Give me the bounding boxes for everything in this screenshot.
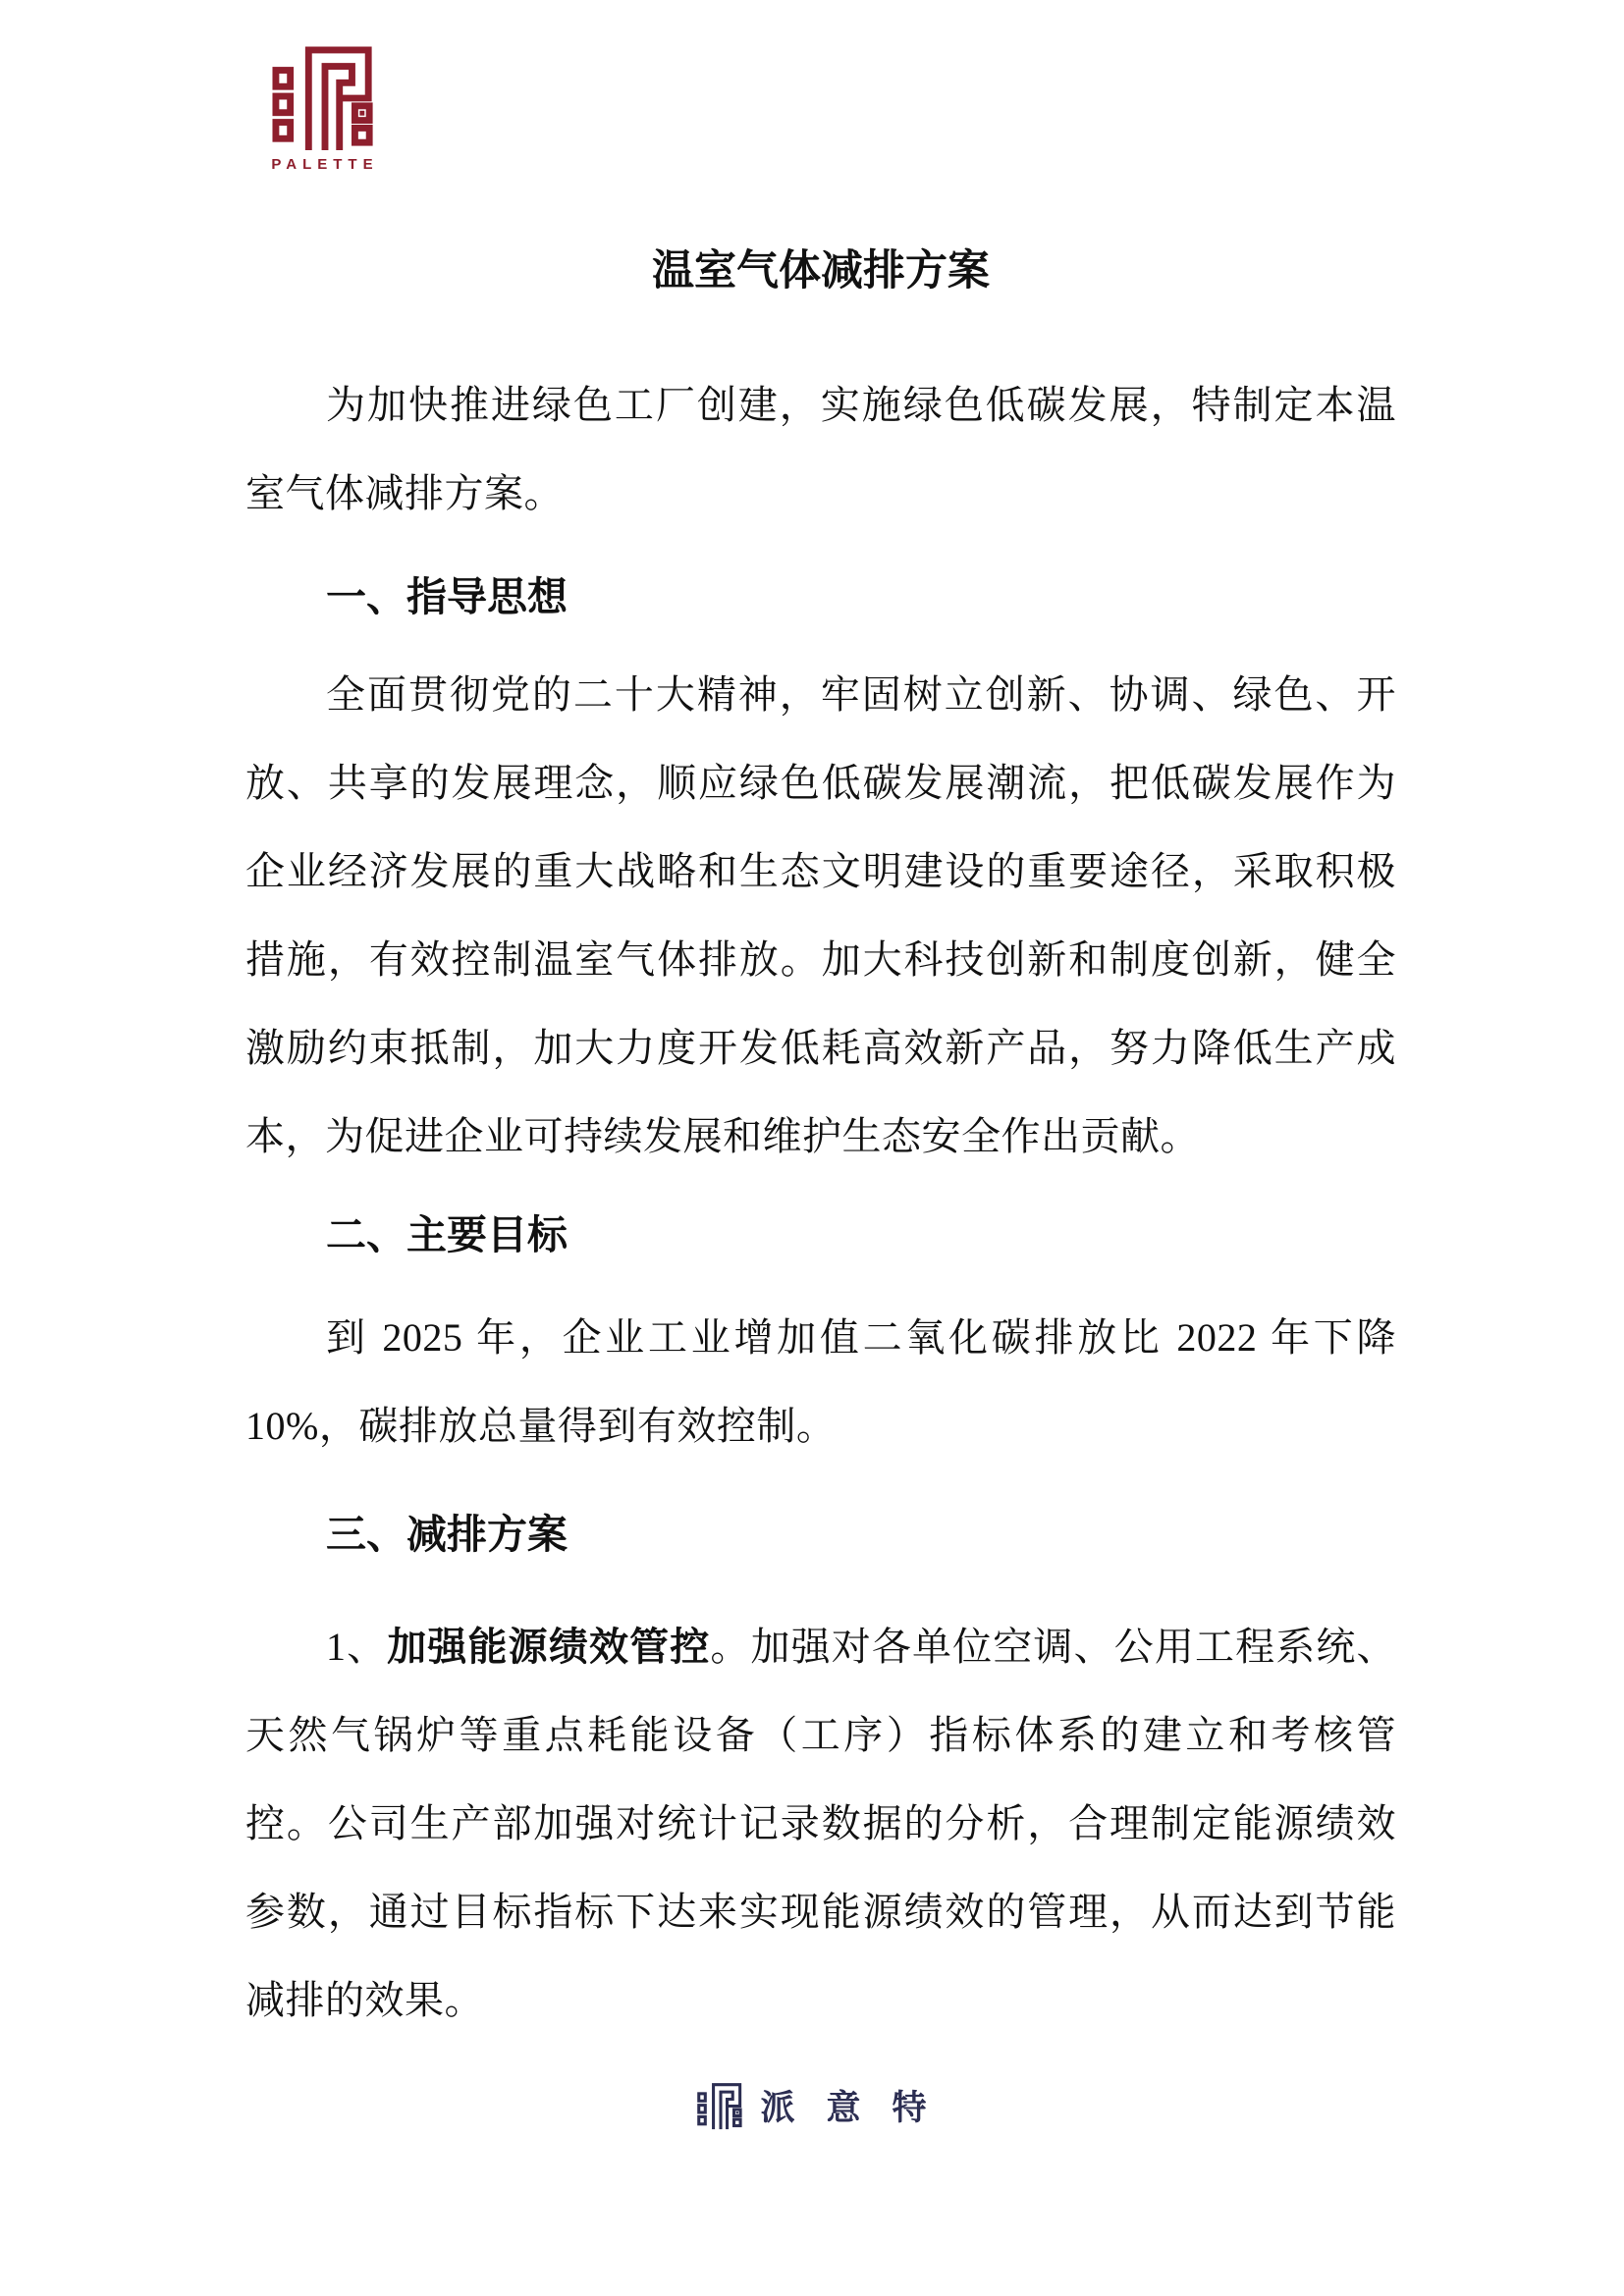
page-title: 温室气体减排方案 xyxy=(652,248,990,294)
intro-paragraph: 为加快推进绿色工厂创建，实施绿色低碳发展，特制定本温室气体减排方案。 xyxy=(245,383,1396,515)
header-logo-text: PALETTE xyxy=(271,156,379,173)
section-paragraph-main-targets: 到 2025 年，企业工业增加值二氧化碳排放比 2022 年下降 10%，碳排放总量得到有效控制。 xyxy=(245,1315,1396,1448)
section-paragraph-guiding-ideology: 全面贯彻党的二十大精神，牢固树立创新、协调、绿色、开放、共享的发展理念，顺应绿色低碳发展潮流，把低碳发展作为企业经济发展的重大战略和生态文明建设的重要途径，采取积极措施，有效控制温室气体排放。加大科技创新和制度创新，健全激励约束抵制，加大力度开发低耗高效新产品，努力降低生产成本，为促进企业可持续发展和维护生态安全作出贡献。 xyxy=(245,672,1396,1158)
section-heading-reduction-plan: 三、减排方案 xyxy=(326,1512,568,1557)
footer-logo-text: 派意特 xyxy=(760,2089,958,2127)
section-heading-main-targets: 二、主要目标 xyxy=(326,1212,568,1257)
list-item-text: 。加强对各单位空调、公用工程系统、天然气锅炉等重点耗能设备（工序）指标体系的建立和考核管控。公司生产部加强对统计记录数据的分析，合理制定能源绩效参数，通过目标指标下达来实现能源绩效的管理，从而达到节能减排的效果。 xyxy=(245,1625,1397,2022)
paiyite-logo-icon xyxy=(697,2082,744,2130)
footer-logo xyxy=(0,2081,1624,2130)
list-item-number: 1、 xyxy=(326,1625,388,1669)
section-paragraph-reduction-plan xyxy=(245,1603,1396,2045)
list-item-title: 加强能源绩效管控 xyxy=(387,1626,711,1669)
section-heading-guiding-ideology: 一、指导思想 xyxy=(326,574,568,619)
document-body xyxy=(245,0,1396,2045)
